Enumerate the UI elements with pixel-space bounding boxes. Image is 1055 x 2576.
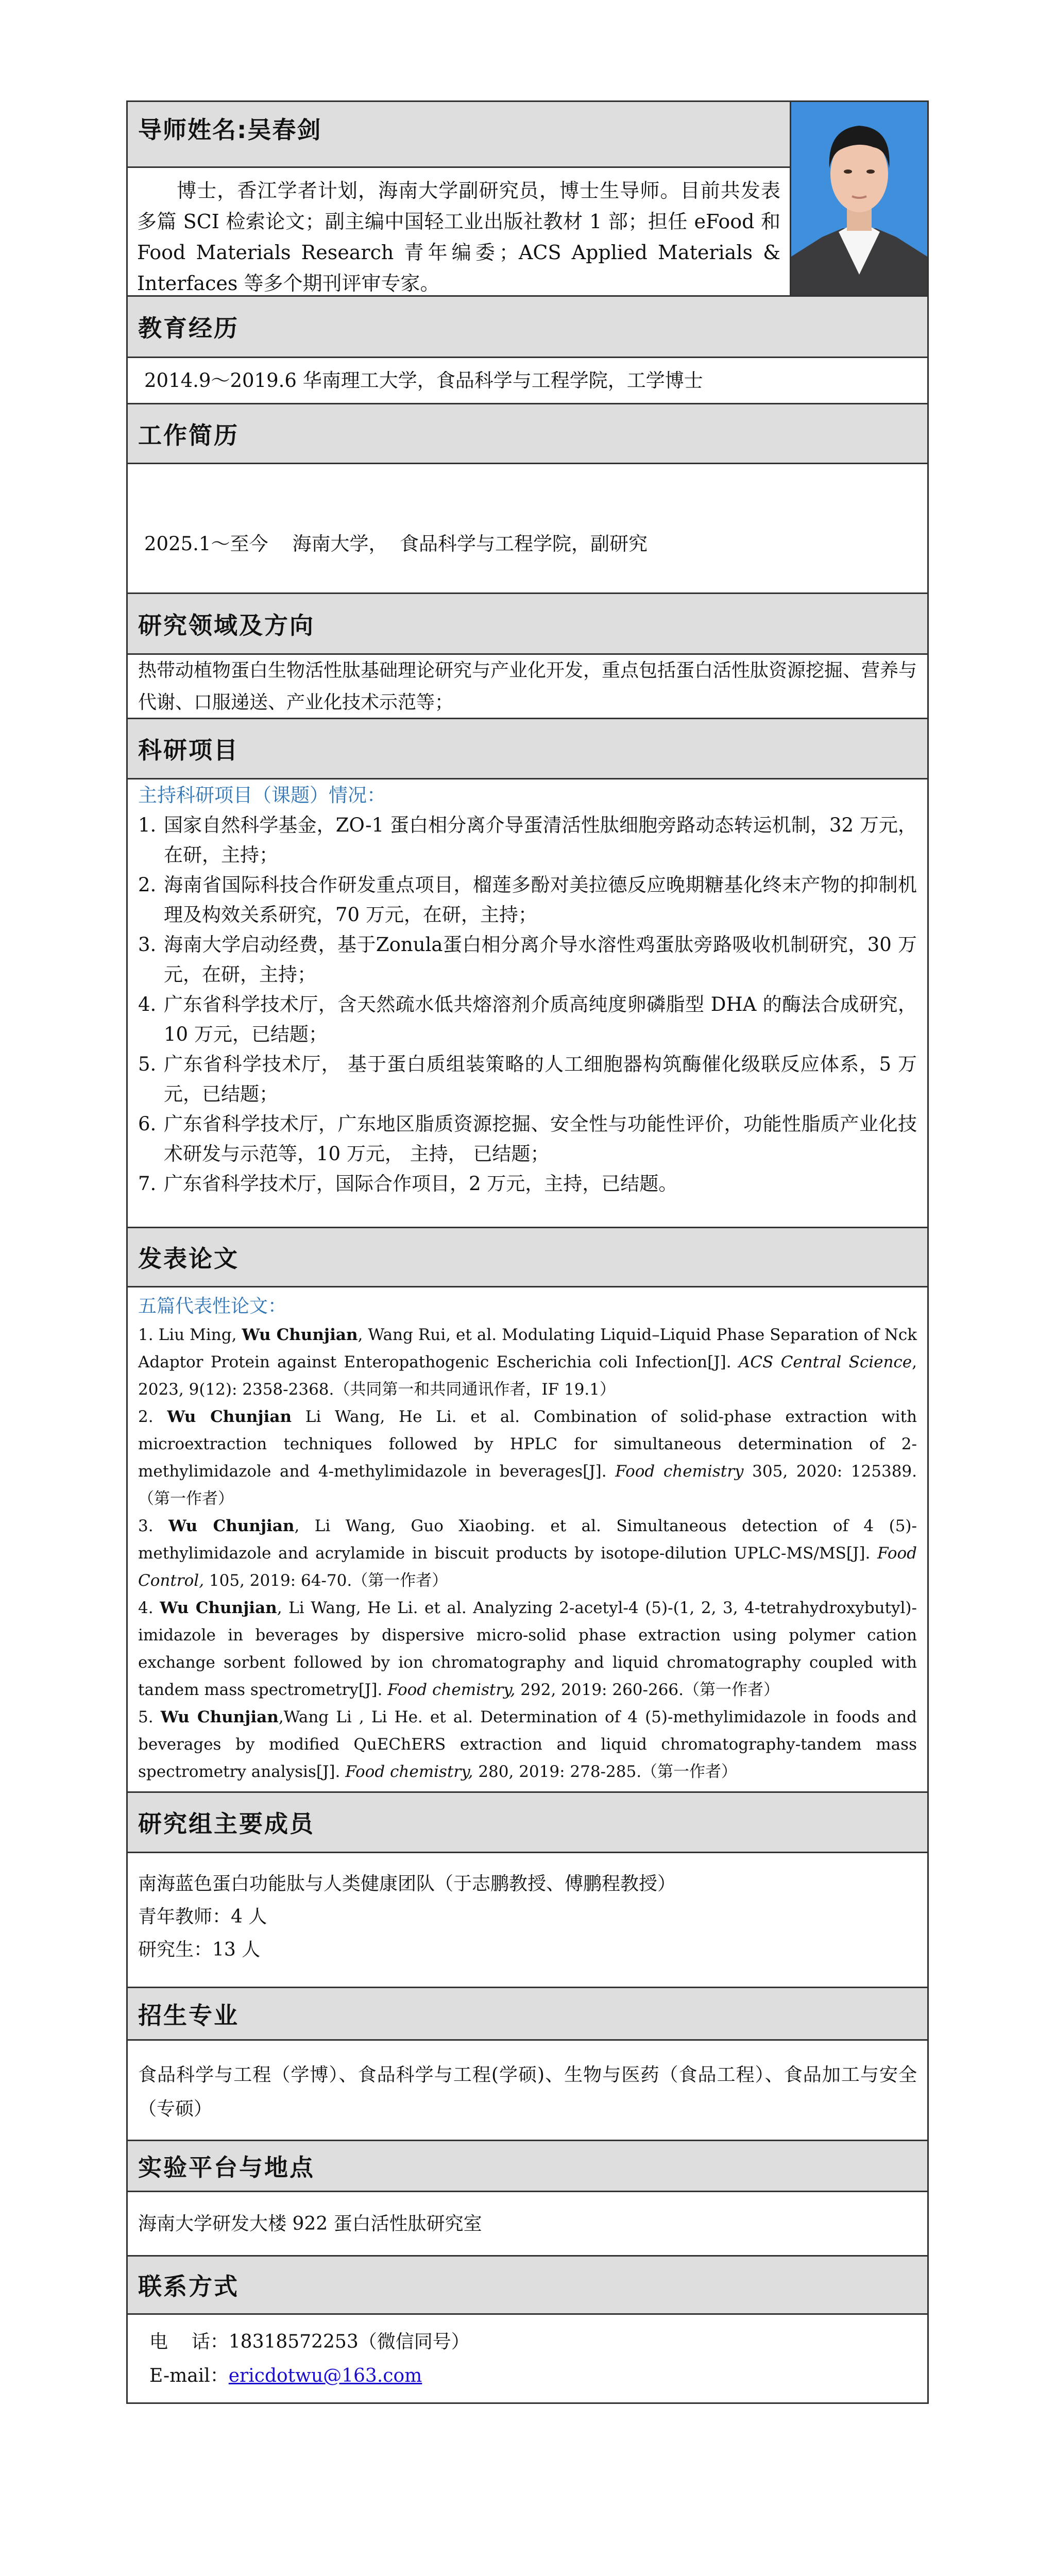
publication-item: 3. Wu Chunjian, Li Wang, Guo Xiaobing. et al. Simultaneous detection of 4 (5)-methylimidazole and acrylamide in biscuit products by isotope-dilution UPLC-MS/MS[J]. Food Control, 105, 2019: 64-70.（第一作者） (138, 1517, 917, 1590)
publication-item: 1. Liu Ming, Wu Chunjian, Wang Rui, et al. Modulating Liquid–Liquid Phase Separation of Nck Adaptor Protein against Enteropathogenic Escherichia coli Infection[J]. ACS Central Science, 2023, 9(12): 2358-2368.（共同第一和共同通讯作者，IF 19.1） (138, 1326, 917, 1399)
phone-label: 电 话： (149, 2331, 229, 2352)
members-title: 研究组主要成员 (138, 1810, 315, 1838)
portrait-photo-icon (791, 102, 927, 295)
project-text: 广东省科学技术厅，国际合作项目，2 万元，主持，已结题。 (164, 1173, 678, 1195)
project-text: 国家自然科学基金，ZO-1 蛋白相分离介导蛋清活性肽细胞旁路动态转运机制，32 万元，在研，主持； (164, 814, 917, 866)
contact-email-row (149, 2359, 917, 2393)
supervisor-name: 导师姓名:吴春剑 (138, 116, 322, 144)
members-content (128, 1852, 927, 1987)
project-item (138, 1169, 917, 1199)
lab-location: 海南大学研发大楼 922 蛋白活性肽研究室 (138, 2213, 482, 2234)
intro-content: 博士，香江学者计划，海南大学副研究员，博士生导师。目前共发表多篇 SCI 检索论文；副主编中国轻工业出版社教材 1 部；担任 eFood 和 Food Materials Research 青年编委；ACS Applied Materials & Interfaces 等多个期刊评审专家。 (137, 179, 780, 295)
name-cell (128, 102, 790, 168)
project-text: 海南省国际科技合作研发重点项目，榴莲多酚对美拉德反应晚期糖基化终末产物的抑制机理及构效关系研究，70 万元，在研，主持； (164, 874, 917, 926)
publications-subtitle: 五篇代表性论文： (138, 1296, 287, 1317)
members-team: 南海蓝色蛋白功能肽与人类健康团队（于志鹏教授、傅鹏程教授） (138, 1873, 676, 1894)
publication-item: 4. Wu Chunjian, Li Wang, He Li. et al. Analyzing 2-acetyl-4 (5)-(1, 2, 3, 4-tetrahydroxybutyl)-imidazole in beverages by dispersive micro-solid phase extraction using polymer cation exchange sorbent followed by ion chromatography and liquid chromatography coupled with tandem mass spectrometry[J]. Food chemistry, 292, 2019: 260-266.（第一作者） (138, 1599, 917, 1699)
project-item (138, 1109, 917, 1169)
contact-content (128, 2313, 927, 2402)
project-item (138, 870, 917, 930)
profile-top-left (128, 102, 791, 295)
projects-header (128, 718, 927, 778)
work-header (128, 403, 927, 463)
work-title: 工作简历 (138, 421, 239, 449)
lab-header (128, 2140, 927, 2191)
project-item (138, 990, 917, 1049)
members-students: 研究生：13 人 (138, 1939, 261, 1960)
research-title: 研究领域及方向 (138, 611, 315, 639)
work-content (128, 463, 927, 592)
email-link[interactable]: ericdotwu@163.com (228, 2365, 422, 2386)
education-content (128, 357, 927, 403)
work-item: 2025.1～至今 海南大学， 食品科学与工程学院，副研究 (144, 533, 648, 555)
members-header (128, 1791, 927, 1852)
project-text: 海南大学启动经费，基于Zonula蛋白相分离介导水溶性鸡蛋肽旁路吸收机制研究，30 万元，在研，主持； (164, 934, 917, 986)
research-header (128, 592, 927, 653)
project-item (138, 930, 917, 990)
project-number: 7. (138, 1173, 157, 1195)
phone-value: 18318572253（微信同号） (228, 2331, 470, 2352)
project-number: 3. (138, 934, 157, 956)
project-number: 6. (138, 1113, 157, 1135)
project-number: 2. (138, 874, 157, 896)
contact-title: 联系方式 (138, 2273, 239, 2300)
research-text: 热带动植物蛋白生物活性肽基础理论研究与产业化开发，重点包括蛋白活性肽资源挖掘、营养与代谢、口服递送、产业化技术示范等； (138, 660, 917, 713)
education-title: 教育经历 (138, 314, 239, 342)
profile-top-row (128, 102, 927, 295)
majors-text: 食品科学与工程（学博）、食品科学与工程(学硕)、生物与医药（食品工程）、食品加工与安全（专硕） (138, 2064, 917, 2120)
publications-header (128, 1227, 927, 1286)
publications-title: 发表论文 (138, 1245, 239, 1273)
majors-content (128, 2039, 927, 2140)
research-content (128, 653, 927, 718)
majors-header (128, 1987, 927, 2039)
publication-item: 5. Wu Chunjian,Wang Li , Li He. et al. Determination of 4 (5)-methylimidazole in foods and beverages by modified QuEChERS extraction and liquid chromatography-tandem mass spectrometry analysis[J]. Food chemistry, 280, 2019: 278-285.（第一作者） (138, 1708, 917, 1781)
education-item: 2014.9～2019.6 华南理工大学，食品科学与工程学院，工学博士 (144, 369, 703, 392)
education-header (128, 295, 927, 357)
lab-content (128, 2191, 927, 2255)
projects-content (128, 778, 927, 1227)
project-number: 4. (138, 993, 157, 1015)
members-teachers: 青年教师：4 人 (138, 1906, 267, 1927)
contact-header (128, 2255, 927, 2313)
project-item (138, 810, 917, 870)
project-item (138, 1049, 917, 1109)
project-text: 广东省科学技术厅， 基于蛋白质组装策略的人工细胞器构筑酶催化级联反应体系，5 万元，已结题； (164, 1053, 917, 1105)
contact-phone-row (149, 2325, 917, 2359)
projects-subtitle: 主持科研项目（课题）情况： (138, 784, 386, 806)
lab-title: 实验平台与地点 (138, 2154, 315, 2181)
email-label: E-mail： (149, 2365, 229, 2386)
project-text: 广东省科学技术厅，含天然疏水低共熔溶剂介质高纯度卵磷脂型 DHA 的酶法合成研究，10 万元，已结题； (164, 993, 917, 1045)
profile-table (126, 100, 929, 2404)
publication-item: 2. Wu Chunjian Li Wang, He Li. et al. Combination of solid-phase extraction with microextraction techniques followed by HPLC for simultaneous determination of 2-methylimidazole and 4-methylimidazole in beverages[J]. Food chemistry 305, 2020: 125389.（第一作者） (138, 1408, 917, 1508)
project-number: 1. (138, 814, 157, 836)
projects-title: 科研项目 (138, 736, 239, 764)
project-text: 广东省科学技术厅，广东地区脂质资源挖掘、安全性与功能性评价，功能性脂质产业化技术研发与示范等，10 万元， 主持， 已结题； (164, 1113, 917, 1165)
publications-content (128, 1286, 927, 1791)
intro-text (128, 168, 790, 295)
majors-title: 招生专业 (138, 2001, 239, 2029)
project-number: 5. (138, 1053, 157, 1075)
